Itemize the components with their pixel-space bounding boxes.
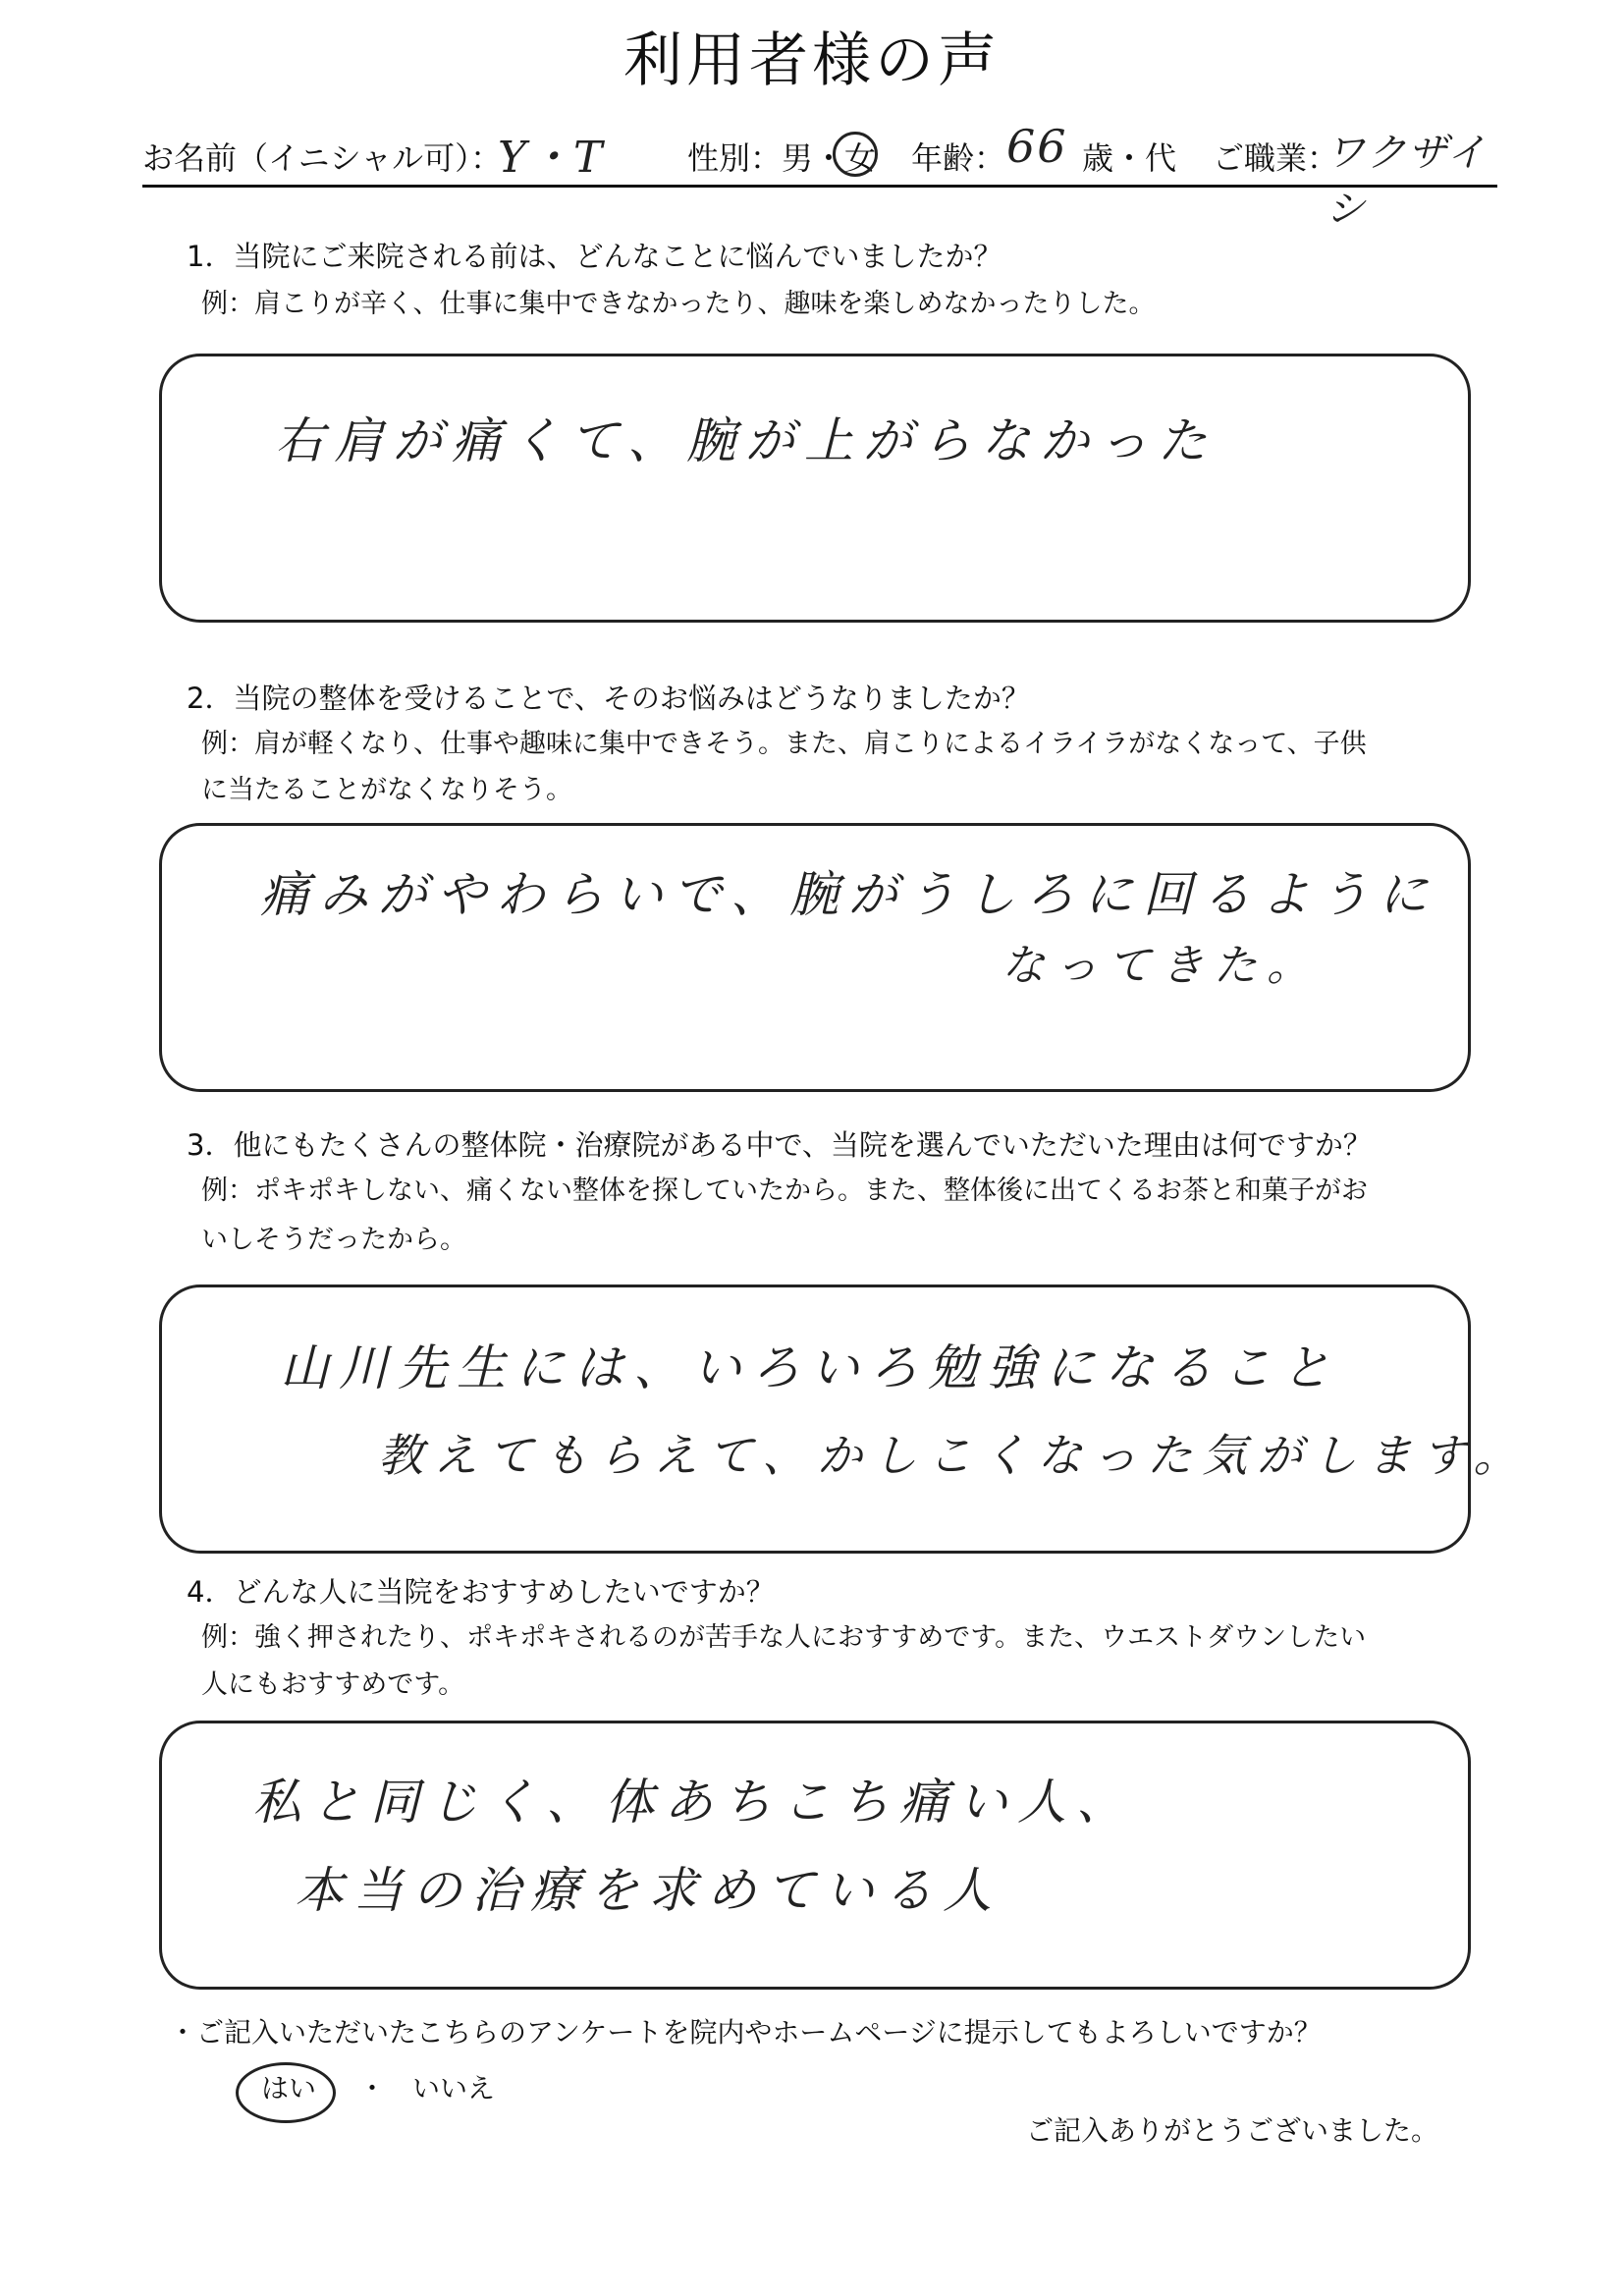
answer-1-line-1: 右肩が痛くて、腕が上がらなかった [275, 412, 1217, 469]
thanks-text: ご記入ありがとうございました。 [1026, 2114, 1439, 2147]
consent-separator: ・ [358, 2072, 387, 2105]
question-2: 2．当院の整体を受けることで、そのお悩みはどうなりましたか？ [187, 682, 1030, 715]
example-line: いしそうだったから。 [201, 1225, 466, 1255]
consent-question: ・ご記入いただいたこちらのアンケートを院内やホームページに提示してもよろしいですか？ [169, 2016, 1322, 2049]
name-value: Y・T [498, 133, 605, 183]
answer-3-line-2: 教えてもらえて、かしこくなった気がします。 [378, 1429, 1529, 1482]
page-title: 利用者様の声 [623, 27, 1001, 95]
question-3-example [201, 1172, 1507, 1210]
consent-options [236, 2062, 687, 2121]
consent-no-option[interactable]: いいえ [412, 2072, 496, 2105]
example-line: 例：肩が軽くなり、仕事や趣味に集中できそう。また、肩こりによるイライラがなくなって、子供 [201, 729, 1367, 759]
gender-label: 性別：男・女 [687, 139, 877, 177]
example-line: 例：強く押されたり、ポキポキされるのが苦手な人におすすめです。また、ウエストダウンしたい [201, 1622, 1367, 1653]
age-suffix: 歳・代 [1082, 139, 1177, 177]
question-2-example-cont [201, 771, 1507, 809]
question-3-example-cont [201, 1221, 1507, 1259]
name-label: お名前（イニシャル可）： [142, 139, 503, 177]
age-value: 66 [1006, 120, 1068, 173]
answer-2-line-1: 痛みがやわらいで、腕がうしろに回るように [260, 866, 1437, 923]
age-label: 年齢： [911, 139, 1006, 177]
answer-box-4[interactable] [159, 1721, 1471, 1990]
gender-female-circle [833, 132, 878, 177]
answer-4-line-1: 私と同じく、体あちこち痛い人、 [252, 1774, 1135, 1831]
job-value: ワクザイシ [1326, 131, 1489, 232]
question-4-example [201, 1618, 1507, 1657]
answer-3-line-1: 山川先生には、いろいろ勉強になること [280, 1339, 1340, 1396]
question-2-example [201, 725, 1507, 763]
answer-4-line-2: 本当の治療を求めている人 [295, 1862, 1001, 1919]
question-4: 4．どんな人に当院をおすすめしたいですか？ [187, 1575, 775, 1609]
job-label: ご職業： [1213, 139, 1339, 177]
question-4-example-cont [201, 1666, 1507, 1704]
question-1: 1．当院にご来院される前は、どんなことに悩んでいましたか？ [187, 240, 1002, 273]
answer-2-line-2: なってきた。 [1001, 941, 1320, 991]
example-line: 人にもおすすめです。 [201, 1669, 465, 1700]
answer-box-1[interactable] [159, 354, 1471, 623]
consent-yes-option[interactable]: はい [261, 2072, 317, 2105]
example-line: 例：肩こりが辛く、仕事に集中できなかったり、趣味を楽しめなかったりした。 [201, 289, 1156, 319]
respondent-info-row [142, 120, 1497, 232]
question-1-example [201, 285, 1507, 323]
answer-box-3[interactable] [159, 1285, 1529, 1554]
answer-box-2[interactable] [159, 823, 1471, 1092]
question-3: 3．他にもたくさんの整体院・治療院がある中で、当院を選んでいただいた理由は何ですか？ [187, 1128, 1372, 1162]
example-line: に当たることがなくなりそう。 [201, 775, 572, 805]
example-line: 例：ポキポキしない、痛くない整体を探していたから。また、整体後に出てくるお茶と和菓子がお [201, 1175, 1368, 1206]
